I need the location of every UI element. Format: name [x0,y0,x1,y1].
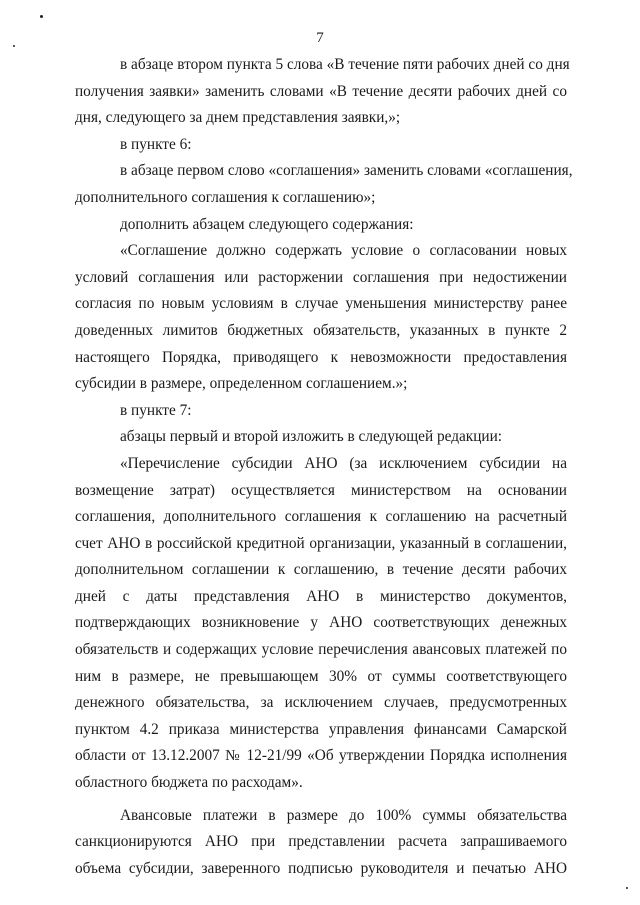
body-text [75,52,573,882]
text-line: условий соглашения или расторжении соглашения при недостижении [75,268,567,286]
text-line: «Перечисление субсидии АНО (за исключением субсидии на [120,454,567,472]
text-line: санкционируются АНО при представлении расчета запрашиваемого [75,833,567,851]
text-line: ним в размере, не превышающем 30% от суммы соответствующего [75,667,567,685]
text-line: дополнить абзацем следующего содержания: [120,215,414,233]
text-line: соглашения, дополнительного соглашения к соглашению на расчетный [75,508,567,526]
text-line: получения заявки» заменить словами «В течение десяти рабочих дней со [75,82,567,100]
text-line: настоящего Порядка, приводящего к невозможности предоставления [75,348,567,366]
text-line: субсидии в размере, определенном соглашением.»; [75,375,408,393]
text-line: дня, следующего за днем представления заявки,»; [75,109,401,127]
text-line: в пункте 7: [120,401,192,419]
scan-speck [40,15,43,18]
text-line: абзацы первый и второй изложить в следующей редакции: [120,428,503,446]
text-line: дополнительном соглашении к соглашению, в течение десяти рабочих [75,561,567,579]
text-line: обязательств и содержащих условие перечисления авансовых платежей по [75,641,567,659]
page-number: 7 [316,30,324,46]
text-line: области от 13.12.2007 № 12-21/99 «Об утверждении Порядка исполнения [75,747,567,765]
text-line: областного бюджета по расходам». [75,774,303,792]
text-line: возмещение затрат) осуществляется министерством на основании [75,481,567,499]
text-line: в абзаце первом слово «соглашения» заменить словами «соглашения, [120,162,573,180]
text-line: дополнительного соглашения к соглашению»; [75,188,376,206]
text-line: «Соглашение должно содержать условие о согласовании новых [120,242,567,260]
text-line: дней с даты представления АНО в министерство документов, [75,587,567,605]
text-line: доведенных лимитов бюджетных обязательств, указанных в пункте 2 [75,321,567,339]
text-line: в абзаце втором пункта 5 слова «В течение пяти рабочих дней со дня [120,56,570,73]
text-line: согласия по новым условиям в случае уменьшения министерству ранее [75,295,567,313]
text-line: Авансовые платежи в размере до 100% суммы обязательства [120,806,567,824]
text-line: счет АНО в российской кредитной организации, указанный в соглашении, [75,534,567,552]
scan-speck [626,887,628,889]
text-line: денежного обязательства, за исключением случаев, предусмотренных [75,694,567,712]
text-line: подтверждающих возникновение у АНО соответствующих денежных [75,614,567,632]
text-line: объема субсидии, заверенного подписью руководителя и печатью АНО [75,859,567,877]
text-line: в пункте 6: [120,135,192,153]
text-line: пунктом 4.2 приказа министерства управления финансами Самарской [75,720,567,738]
